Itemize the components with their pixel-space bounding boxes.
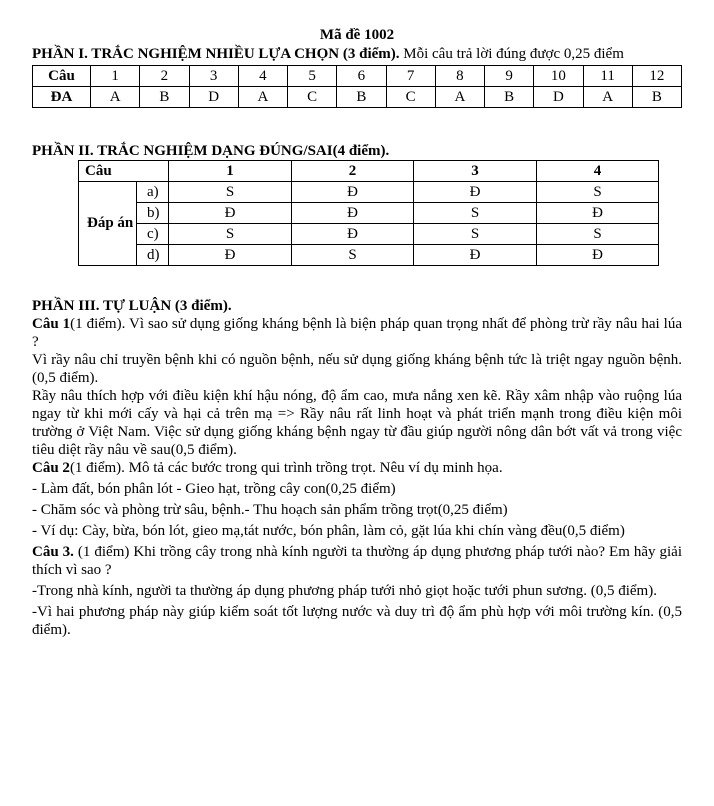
part1-a-cell: C <box>386 87 435 108</box>
part1-q-cell: 10 <box>534 66 583 87</box>
part1-q-cell: 7 <box>386 66 435 87</box>
q3-answer-2: -Vì hai phương pháp này giúp kiểm soát tốt lượng nước và duy trì độ ẩm phù hợp với môi trường kín. (0,5 điểm). <box>32 604 682 638</box>
part1-a-cell: A <box>435 87 484 108</box>
part1-q-cell: 4 <box>238 66 287 87</box>
part2-row-label: d) <box>137 245 169 266</box>
part1-a-cell: A <box>238 87 287 108</box>
q1-answer-1: Vì rầy nâu chỉ truyền bệnh khi có nguồn bệnh, nếu sử dụng giống kháng bệnh tức là triệt ngay nguồn bệnh. (0,5 điểm). <box>32 352 682 386</box>
part2-title: PHẦN II. TRẮC NGHIỆM DẠNG ĐÚNG/SAI(4 điểm). <box>32 143 390 159</box>
part1-answer-row <box>33 87 682 108</box>
part2-cell: Đ <box>537 203 659 224</box>
part2-row-d <box>79 245 659 266</box>
part2-cell: S <box>414 224 537 245</box>
part1-a-cell: A <box>583 87 632 108</box>
part2-cell: Đ <box>292 224 414 245</box>
part2-row-label: c) <box>137 224 169 245</box>
part2-cell: S <box>169 182 292 203</box>
part1-question-row <box>33 66 682 87</box>
q1-question-text: (1 điểm). Vì sao sử dụng giống kháng bệnh là biện pháp quan trọng nhất để phòng trừ rầy nâu hai lúa ? <box>32 316 682 350</box>
part2-cell: S <box>292 245 414 266</box>
part1-q-cell: 2 <box>140 66 189 87</box>
q2-answer-2: - Chăm sóc và phòng trừ sâu, bệnh.- Thu hoạch sản phẩm trồng trọt(0,25 điểm) <box>32 502 508 518</box>
part1-title: PHẦN I. TRẮC NGHIỆM NHIỀU LỰA CHỌN (3 điểm). <box>32 46 400 62</box>
q3-question-text: (1 điểm) Khi trồng cây trong nhà kính người ta thường áp dụng phương pháp tưới nào? Em hãy giải thích vì sao ? <box>32 544 682 578</box>
part1-q-cell: 11 <box>583 66 632 87</box>
part1-a-cell: A <box>91 87 140 108</box>
part1-q-cell: 6 <box>337 66 386 87</box>
part2-answer-table <box>78 160 659 266</box>
part1-heading <box>32 45 682 63</box>
q1-answer-2: Rầy nâu thích hợp với điều kiện khí hậu nóng, độ ẩm cao, mưa nắng xen kẽ. Rầy xâm nhập vào ruộng lúa ngay từ khi mới cấy và hại cả trên mạ => Rầy nâu rất linh hoạt và phát triển mạnh trong điều kiện môi trường ở Việt Nam. Việc sử dụng giống kháng bệnh ngay từ đầu giúp người nông dân bớt vất vả trong việc tiêu diệt rầy nâu về sau(0,5 điểm). <box>32 388 682 458</box>
part2-row-b <box>79 203 659 224</box>
q2-question-text: (1 điểm). Mô tả các bước trong qui trình trồng trọt. Nêu ví dụ minh họa. <box>69 460 503 476</box>
part1-a-cell: C <box>288 87 337 108</box>
part2-q-header: 3 <box>414 161 537 182</box>
part2-q-header: 4 <box>537 161 659 182</box>
part2-row-label: a) <box>137 182 169 203</box>
q3-question <box>32 543 682 579</box>
exam-code: Mã đề 1002 <box>319 27 395 43</box>
part2-cell: Đ <box>537 245 659 266</box>
part1-a-cell: D <box>189 87 238 108</box>
part2-row-label: b) <box>137 203 169 224</box>
part2-row-c <box>79 224 659 245</box>
part1-answer-header: ĐA <box>33 87 91 108</box>
part1-q-cell: 3 <box>189 66 238 87</box>
part2-question-header: Câu <box>79 161 169 182</box>
part1-a-cell: D <box>534 87 583 108</box>
part1-q-cell: 1 <box>91 66 140 87</box>
part3-title: PHẦN III. TỰ LUẬN (3 điểm). <box>32 298 232 314</box>
q3-label: Câu 3. <box>32 544 74 560</box>
part1-q-cell: 9 <box>485 66 534 87</box>
part2-cell: S <box>537 182 659 203</box>
q2-label: Câu 2 <box>32 460 70 476</box>
q2-question <box>32 459 682 477</box>
part1-q-cell: 8 <box>435 66 484 87</box>
part2-cell: Đ <box>414 245 537 266</box>
part2-answer-label: Đáp án <box>79 182 137 266</box>
part1-q-cell: 5 <box>288 66 337 87</box>
part2-cell: Đ <box>292 182 414 203</box>
q2-answer-3: - Ví dụ: Cày, bừa, bón lót, gieo mạ,tát nước, bón phân, làm cỏ, gặt lúa khi chín vàng đều(0,5 điểm) <box>32 523 625 539</box>
part2-cell: Đ <box>169 203 292 224</box>
part2-cell: S <box>414 203 537 224</box>
part1-a-cell: B <box>337 87 386 108</box>
part2-row-a <box>79 182 659 203</box>
part1-note: Mỗi câu trả lời đúng được 0,25 điểm <box>399 46 624 62</box>
part2-q-header: 2 <box>292 161 414 182</box>
part2-cell: S <box>169 224 292 245</box>
part2-cell: Đ <box>292 203 414 224</box>
part1-a-cell: B <box>140 87 189 108</box>
part1-question-header: Câu <box>33 66 91 87</box>
part2-cell: Đ <box>414 182 537 203</box>
part1-answer-table <box>32 65 682 108</box>
q1-label: Câu 1 <box>32 316 71 332</box>
q3-answer-1: -Trong nhà kính, người ta thường áp dụng phương pháp tưới nhỏ giọt hoặc tưới phun sương. (0,5 điểm). <box>32 583 657 599</box>
q2-answer-1: - Làm đất, bón phân lót - Gieo hạt, trồng cây con(0,25 điểm) <box>32 481 396 497</box>
q1-question <box>32 315 682 351</box>
part1-a-cell: B <box>632 87 681 108</box>
part2-cell: S <box>537 224 659 245</box>
part1-a-cell: B <box>485 87 534 108</box>
part2-header-row <box>79 161 659 182</box>
part2-q-header: 1 <box>169 161 292 182</box>
part2-cell: Đ <box>169 245 292 266</box>
part1-q-cell: 12 <box>632 66 681 87</box>
